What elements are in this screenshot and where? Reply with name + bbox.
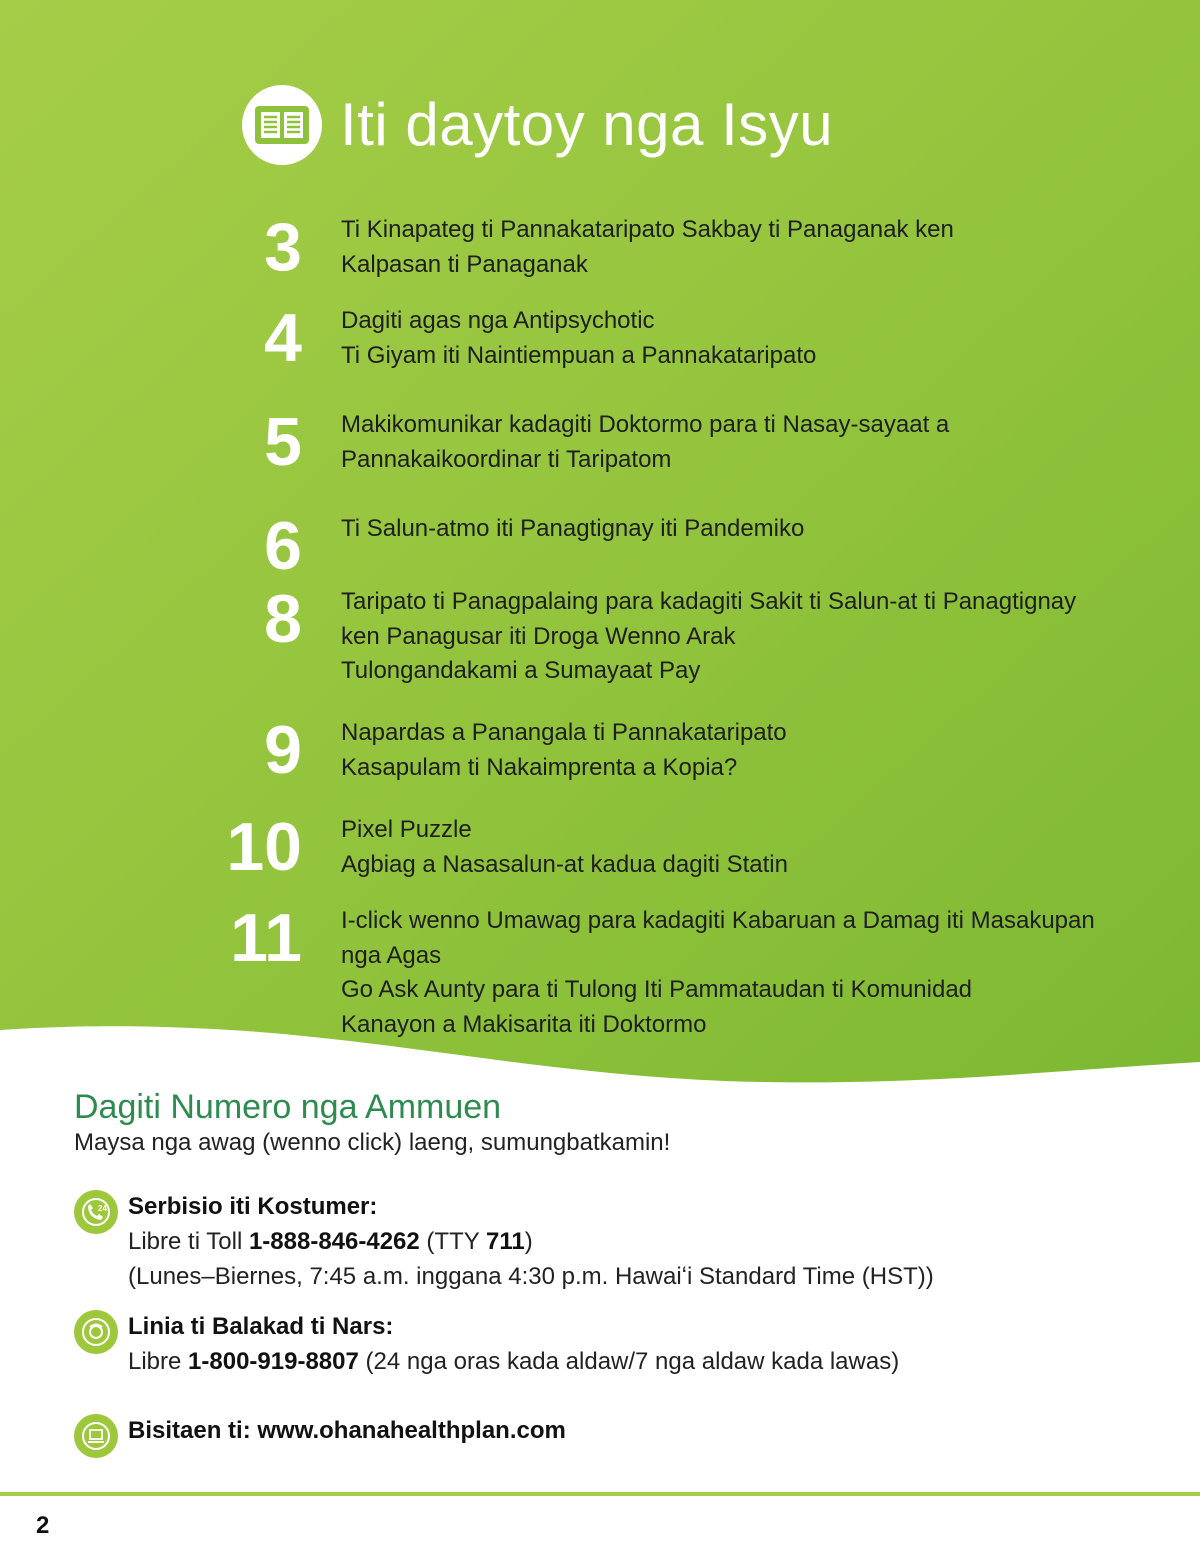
toc-line: Go Ask Aunty para ti Tulong Iti Pammataudan ti Komunidad [341, 976, 973, 1003]
nurse-hours: (24 nga oras kada aldaw/7 nga aldaw kada lawas) [358, 1348, 900, 1375]
tty-number[interactable]: 711 [486, 1228, 525, 1255]
toc-line: Ti Giyam iti Naintiempuan a Pannakataripato [341, 341, 817, 369]
toc-page-number: 6 [264, 508, 302, 584]
nurse-prefix: Libre [128, 1348, 189, 1375]
toc-page-number: 4 [264, 300, 302, 376]
nurse-line-phone-link[interactable]: 1-800-919-8807 [188, 1348, 359, 1375]
toc-line: Kalpasan ti Panaganak [341, 250, 588, 278]
toc-line: Ti Salun-atmo iti Panagtignay iti Pandemiko [341, 515, 805, 542]
contacts-title: Dagiti Numero nga Ammuen [74, 1088, 502, 1126]
phone-prefix: Libre ti Toll [128, 1228, 249, 1255]
toc-line: ken Panagusar iti Droga Wenno Arak [341, 622, 736, 650]
toc-line: Pannakaikoordinar ti Taripatom [341, 445, 672, 473]
customer-service-hours: (Lunes–Biernes, 7:45 a.m. inggana 4:30 p.m. Hawaiʻi Standard Time (HST)) [128, 1263, 934, 1290]
tty-prefix: (TTY [419, 1228, 486, 1255]
toc-line: Ti Kinapateg ti Pannakataripato Sakbay ti Panaganak ken [341, 216, 954, 243]
toc-line: nga Agas [341, 941, 442, 969]
toc-line: Kanayon a Makisarita iti Doktormo [341, 1010, 707, 1038]
page-number: 2 [36, 1512, 50, 1539]
contacts-subtitle: Maysa nga awag (wenno click) laeng, sumungbatkamin! [74, 1129, 671, 1156]
toc-page-number: 11 [230, 900, 302, 976]
nurse-icon [74, 1310, 118, 1354]
toc-page-number: 5 [264, 404, 302, 480]
book-icon [242, 85, 322, 165]
toc-page-number: 10 [226, 809, 302, 885]
toc-line: Tulongandakami a Sumayaat Pay [341, 657, 701, 684]
laptop-icon [74, 1414, 118, 1458]
nurse-line-heading: Linia ti Balakad ti Nars: [128, 1313, 394, 1340]
toc-line: Kasapulam ti Nakaimprenta a Kopia? [341, 753, 738, 781]
toc-line: Agbiag a Nasasalun-at kadua dagiti Statin [341, 850, 788, 878]
website-label: Bisitaen ti: [128, 1417, 258, 1444]
phone-24-icon [74, 1190, 118, 1234]
website-line [128, 1414, 1168, 1448]
toc-line: I-click wenno Umawag para kadagiti Kabaruan a Damag iti Masakupan [341, 907, 1095, 934]
issue-title-row [242, 82, 833, 168]
toc-line: Pixel Puzzle [341, 816, 472, 843]
toc-page-number: 9 [264, 712, 302, 788]
toc-line: Makikomunikar kadagiti Doktormo para ti Nasay-sayaat a [341, 411, 950, 438]
toc-line: Taripato ti Panagpalaing para kadagiti Sakit ti Salun-at ti Panagtignay [341, 588, 1077, 615]
toc-line: Dagiti agas nga Antipsychotic [341, 307, 655, 334]
toc-page-number: 3 [264, 209, 302, 285]
customer-service-phone-line [128, 1224, 1168, 1259]
customer-service-heading: Serbisio iti Kostumer: [128, 1193, 378, 1220]
toc-page-number: 8 [264, 581, 302, 657]
customer-service-phone-link[interactable]: 1-888-846-4262 [248, 1228, 420, 1255]
website-link[interactable]: www.ohanahealthplan.com [257, 1417, 566, 1444]
svg-text:24: 24 [98, 1204, 107, 1213]
tty-suffix: ) [524, 1228, 533, 1255]
page-title: Iti daytoy nga Isyu [340, 91, 834, 158]
footer-divider [0, 1492, 1200, 1496]
nurse-line-phone-line [128, 1344, 1168, 1379]
toc-line: Napardas a Panangala ti Pannakataripato [341, 719, 787, 746]
